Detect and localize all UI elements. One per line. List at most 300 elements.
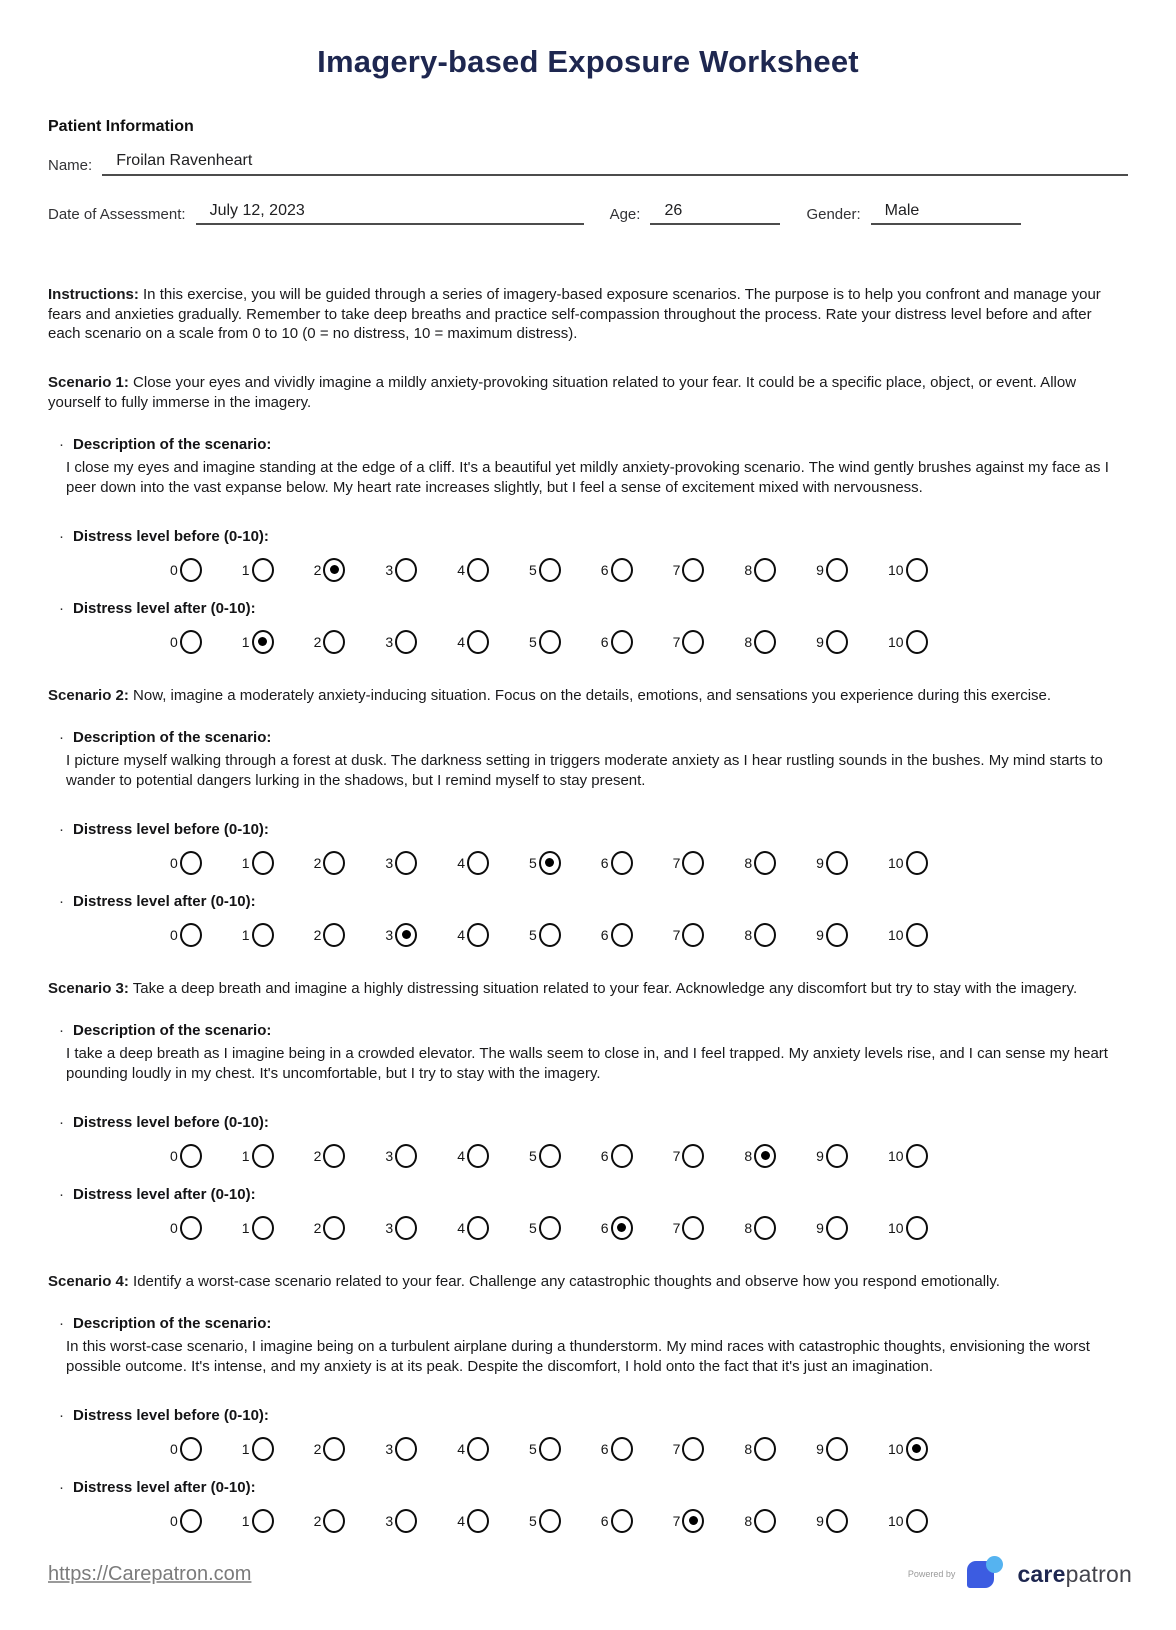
distress-option-3[interactable] <box>385 1437 417 1461</box>
radio-button[interactable] <box>611 1144 633 1168</box>
radio-button[interactable] <box>395 1144 417 1168</box>
radio-button[interactable] <box>611 851 633 875</box>
bullet-icon: · <box>59 820 64 838</box>
radio-button-selected[interactable] <box>611 1216 633 1240</box>
distress-option-1[interactable] <box>242 558 274 582</box>
radio-number-label: 10 <box>887 854 904 871</box>
radio-number-label: 0 <box>170 561 178 578</box>
distress-option-1[interactable] <box>242 1144 274 1168</box>
radio-number-label: 7 <box>672 1219 681 1236</box>
radio-button[interactable] <box>252 851 274 875</box>
radio-number-label: 10 <box>887 561 904 578</box>
distress-option-2[interactable] <box>314 1509 346 1533</box>
radio-number-label: 4 <box>457 561 465 578</box>
radio-number-label: 6 <box>600 1219 609 1236</box>
radio-button[interactable] <box>180 1509 202 1533</box>
scenario-1-before-label-row <box>59 528 1128 545</box>
distress-option-5[interactable] <box>529 1509 561 1533</box>
distress-option-4[interactable] <box>457 558 489 582</box>
radio-button[interactable] <box>754 1437 776 1461</box>
distress-option-1[interactable] <box>242 851 274 875</box>
distress-option-7[interactable] <box>673 630 705 654</box>
distress-option-7[interactable] <box>673 558 705 582</box>
radio-button[interactable] <box>754 923 776 947</box>
radio-button[interactable] <box>826 1437 848 1461</box>
distress-before-label: Distress level before (0-10): <box>73 527 269 545</box>
distress-option-9[interactable] <box>816 630 848 654</box>
radio-number-label: 5 <box>528 854 537 871</box>
radio-number-label: 4 <box>457 1440 465 1457</box>
distress-option-9[interactable] <box>816 1144 848 1168</box>
scenario-4-section <box>48 1272 1128 1536</box>
radio-button[interactable] <box>539 630 561 654</box>
radio-button[interactable] <box>754 558 776 582</box>
radio-button[interactable] <box>252 558 274 582</box>
distress-option-10[interactable] <box>888 1216 928 1240</box>
radio-button[interactable] <box>323 1144 345 1168</box>
distress-option-8[interactable] <box>744 923 776 947</box>
assessment-row <box>48 202 1128 225</box>
distress-option-0[interactable] <box>170 1144 202 1168</box>
radio-button[interactable] <box>682 558 704 582</box>
radio-button[interactable] <box>323 1216 345 1240</box>
scenario-3-heading <box>48 979 1128 999</box>
scenario-2-after-scale <box>170 920 1128 950</box>
instructions-label: Instructions: <box>48 286 139 303</box>
distress-option-3[interactable] <box>385 1144 417 1168</box>
name-field[interactable]: Froilan Ravenheart <box>102 152 1128 176</box>
radio-button[interactable] <box>906 851 928 875</box>
carepatron-wordmark <box>1017 1561 1132 1588</box>
radio-button[interactable] <box>323 1509 345 1533</box>
radio-number-label: 4 <box>457 854 465 871</box>
patient-info-heading: Patient Information <box>48 118 194 135</box>
scenario-1-before-scale <box>170 555 1128 585</box>
distress-option-5[interactable] <box>529 1216 561 1240</box>
radio-number-label: 9 <box>816 633 824 650</box>
radio-button[interactable] <box>180 558 202 582</box>
radio-button[interactable] <box>906 923 928 947</box>
radio-button[interactable] <box>682 630 704 654</box>
radio-button[interactable] <box>395 558 417 582</box>
scenario-2-heading <box>48 686 1128 706</box>
distress-option-3[interactable] <box>385 558 417 582</box>
radio-button-selected[interactable] <box>906 1437 928 1461</box>
distress-option-10[interactable] <box>888 1144 928 1168</box>
radio-number-label: 0 <box>170 1219 178 1236</box>
radio-button[interactable] <box>395 630 417 654</box>
radio-button[interactable] <box>467 630 489 654</box>
distress-option-6[interactable] <box>601 1144 633 1168</box>
distress-option-2[interactable] <box>314 1144 346 1168</box>
radio-button[interactable] <box>467 558 489 582</box>
distress-option-6[interactable] <box>601 630 633 654</box>
radio-number-label: 8 <box>744 1440 753 1457</box>
description-label: Description of the scenario: <box>73 435 272 453</box>
radio-button[interactable] <box>826 1509 848 1533</box>
radio-number-label: 8 <box>744 1147 753 1164</box>
radio-button-selected[interactable] <box>682 1509 704 1533</box>
radio-number-label: 5 <box>528 1440 537 1457</box>
distress-option-8[interactable] <box>744 1509 776 1533</box>
radio-button[interactable] <box>539 1216 561 1240</box>
radio-number-label: 5 <box>528 1512 537 1529</box>
name-row <box>48 152 1128 176</box>
distress-option-2[interactable] <box>314 851 346 875</box>
distress-option-10[interactable] <box>888 1437 928 1461</box>
distress-option-1[interactable] <box>242 1509 274 1533</box>
radio-number-label: 1 <box>241 1440 250 1457</box>
radio-button[interactable] <box>252 923 274 947</box>
distress-option-7[interactable] <box>673 851 705 875</box>
radio-button[interactable] <box>826 851 848 875</box>
distress-option-9[interactable] <box>816 1509 848 1533</box>
gender-label: Gender: <box>806 206 861 223</box>
distress-before-label: Distress level before (0-10): <box>73 1113 269 1131</box>
distress-option-7[interactable] <box>673 1437 705 1461</box>
radio-button[interactable] <box>906 1144 928 1168</box>
radio-button[interactable] <box>682 1144 704 1168</box>
distress-after-label: Distress level after (0-10): <box>73 1185 256 1203</box>
radio-button-selected[interactable] <box>395 923 417 947</box>
radio-number-label: 7 <box>672 1147 681 1164</box>
logo-circle-shape <box>986 1556 1003 1573</box>
radio-button-selected[interactable] <box>252 630 274 654</box>
radio-button[interactable] <box>682 1437 704 1461</box>
radio-number-label: 7 <box>672 633 681 650</box>
radio-button[interactable] <box>754 630 776 654</box>
radio-button[interactable] <box>180 1437 202 1461</box>
radio-number-label: 3 <box>385 1440 394 1457</box>
radio-number-label: 2 <box>313 926 322 943</box>
radio-number-label: 5 <box>528 1219 537 1236</box>
radio-number-label: 3 <box>385 633 394 650</box>
distress-option-2[interactable] <box>314 558 346 582</box>
radio-number-label: 8 <box>744 926 753 943</box>
distress-option-6[interactable] <box>601 1437 633 1461</box>
distress-option-1[interactable] <box>242 630 274 654</box>
distress-option-8[interactable] <box>744 1216 776 1240</box>
age-field[interactable]: 26 <box>650 202 780 225</box>
radio-number-label: 4 <box>457 1147 465 1164</box>
distress-option-10[interactable] <box>888 630 928 654</box>
radio-number-label: 10 <box>887 1147 904 1164</box>
distress-option-1[interactable] <box>242 1216 274 1240</box>
radio-number-label: 7 <box>672 1440 681 1457</box>
distress-option-0[interactable] <box>170 851 202 875</box>
radio-number-label: 2 <box>313 1512 322 1529</box>
radio-number-label: 7 <box>672 854 681 871</box>
distress-option-10[interactable] <box>888 923 928 947</box>
distress-option-8[interactable] <box>744 558 776 582</box>
scenario-2-intro: Now, imagine a moderately anxiety-inducing situation. Focus on the details, emotions, and sensations you experience during this exercise. <box>128 686 1052 704</box>
radio-number-label: 0 <box>170 633 178 650</box>
distress-option-5[interactable] <box>529 1144 561 1168</box>
radio-number-label: 4 <box>457 926 465 943</box>
radio-number-label: 9 <box>816 1512 824 1529</box>
distress-option-4[interactable] <box>457 630 489 654</box>
distress-option-4[interactable] <box>457 1437 489 1461</box>
radio-number-label: 7 <box>672 561 681 578</box>
distress-option-7[interactable] <box>673 1216 705 1240</box>
radio-number-label: 6 <box>600 633 609 650</box>
distress-option-4[interactable] <box>457 851 489 875</box>
distress-option-1[interactable] <box>242 1437 274 1461</box>
radio-button[interactable] <box>754 851 776 875</box>
radio-button[interactable] <box>682 923 704 947</box>
distress-option-3[interactable] <box>385 851 417 875</box>
radio-button[interactable] <box>467 923 489 947</box>
radio-button[interactable] <box>252 1509 274 1533</box>
radio-number-label: 9 <box>816 1440 824 1457</box>
scenario-2-description[interactable]: I picture myself walking through a forest at dusk. The darkness setting in triggers moderate anxiety as I hear rustling sounds in the bushes. My mind starts to wander to potential dangers lurking in the shadows, but I remind myself to stay present. <box>66 751 1103 789</box>
radio-number-label: 3 <box>385 926 394 943</box>
bullet-icon: · <box>59 892 64 910</box>
patient-info-section <box>48 118 1128 225</box>
radio-number-label: 8 <box>744 1219 753 1236</box>
radio-number-label: 6 <box>600 1147 609 1164</box>
radio-button[interactable] <box>395 851 417 875</box>
page-title: Imagery-based Exposure Worksheet <box>317 44 859 79</box>
carepatron-logo-icon <box>967 1556 1009 1592</box>
radio-button[interactable] <box>323 923 345 947</box>
radio-button[interactable] <box>826 1144 848 1168</box>
distress-option-5[interactable] <box>529 923 561 947</box>
distress-option-0[interactable] <box>170 558 202 582</box>
radio-button[interactable] <box>539 1144 561 1168</box>
radio-number-label: 6 <box>600 1512 609 1529</box>
radio-button[interactable] <box>467 1144 489 1168</box>
bullet-icon: · <box>59 1314 64 1332</box>
scenario-4-before-scale <box>170 1434 1128 1464</box>
radio-number-label: 2 <box>313 561 322 578</box>
scenario-3-before-scale <box>170 1141 1128 1171</box>
radio-button[interactable] <box>539 923 561 947</box>
radio-button[interactable] <box>180 851 202 875</box>
instructions-paragraph <box>48 285 1128 344</box>
distress-option-0[interactable] <box>170 1216 202 1240</box>
radio-number-label: 5 <box>528 1147 537 1164</box>
radio-button[interactable] <box>826 1216 848 1240</box>
radio-button[interactable] <box>180 630 202 654</box>
distress-option-2[interactable] <box>314 1437 346 1461</box>
radio-number-label: 0 <box>170 926 178 943</box>
radio-button[interactable] <box>395 1509 417 1533</box>
distress-option-1[interactable] <box>242 923 274 947</box>
description-label: Description of the scenario: <box>73 728 272 746</box>
radio-button[interactable] <box>539 558 561 582</box>
distress-option-3[interactable] <box>385 1216 417 1240</box>
scenario-1-description[interactable]: I close my eyes and imagine standing at the edge of a cliff. It's a beautiful yet mildly anxiety-provoking scenario. The wind gently brushes against my face as I peer down into the vast expanse below. My heart rate increases slightly, but I feel a sense of excitement mixed with nervousness. <box>66 458 1109 496</box>
scenario-3-description[interactable]: I take a deep breath as I imagine being in a crowded elevator. The walls seem to close in, and I feel trapped. My anxiety levels rise, and I can sense my heart pounding loudly in my chest. It's uncomfortable, but I try to stay with the imagery. <box>66 1044 1108 1082</box>
radio-number-label: 10 <box>887 633 904 650</box>
radio-number-label: 7 <box>672 926 681 943</box>
distress-after-label: Distress level after (0-10): <box>73 892 256 910</box>
scenario-2-description-label-row <box>59 729 1128 746</box>
radio-button[interactable] <box>323 1437 345 1461</box>
radio-button[interactable] <box>826 630 848 654</box>
bullet-icon: · <box>59 1185 64 1203</box>
distress-option-8[interactable] <box>744 1437 776 1461</box>
radio-button-selected[interactable] <box>754 1144 776 1168</box>
radio-button[interactable] <box>323 851 345 875</box>
radio-button[interactable] <box>467 851 489 875</box>
bullet-icon: · <box>59 1478 64 1496</box>
radio-number-label: 9 <box>816 926 824 943</box>
radio-button[interactable] <box>180 923 202 947</box>
distress-option-3[interactable] <box>385 923 417 947</box>
radio-button[interactable] <box>467 1437 489 1461</box>
radio-button[interactable] <box>180 1216 202 1240</box>
radio-button[interactable] <box>180 1144 202 1168</box>
radio-number-label: 8 <box>744 854 753 871</box>
radio-number-label: 1 <box>241 1147 250 1164</box>
radio-button[interactable] <box>754 1216 776 1240</box>
radio-number-label: 10 <box>887 1219 904 1236</box>
distress-option-4[interactable] <box>457 1144 489 1168</box>
distress-option-8[interactable] <box>744 630 776 654</box>
scenario-3-after-scale <box>170 1213 1128 1243</box>
distress-option-7[interactable] <box>673 1509 705 1533</box>
carepatron-link[interactable]: https://Carepatron.com <box>48 1562 252 1585</box>
radio-number-label: 3 <box>385 854 394 871</box>
radio-number-label: 1 <box>241 854 250 871</box>
radio-button[interactable] <box>467 1216 489 1240</box>
radio-number-label: 8 <box>744 1512 753 1529</box>
scenario-4-description[interactable]: In this worst-case scenario, I imagine being on a turbulent airplane during a thunderstorm. My mind races with catastrophic thoughts, envisioning the worst possible outcome. It's intense, and my anxiety is at its peak. Despite the discomfort, I hold onto the fact that it's just an imagination. <box>66 1337 1090 1375</box>
radio-number-label: 6 <box>600 854 609 871</box>
gender-field[interactable]: Male <box>871 202 1021 225</box>
distress-option-6[interactable] <box>601 558 633 582</box>
radio-button[interactable] <box>539 1437 561 1461</box>
radio-number-label: 6 <box>600 926 609 943</box>
distress-option-10[interactable] <box>888 851 928 875</box>
distress-option-3[interactable] <box>385 1509 417 1533</box>
scenario-1-intro: Close your eyes and vividly imagine a mildly anxiety-provoking situation related to your fear. It could be a specific place, object, or event. Allow yourself to fully immerse in the imagery. <box>48 373 1077 411</box>
distress-option-6[interactable] <box>601 851 633 875</box>
radio-button[interactable] <box>539 1509 561 1533</box>
distress-option-10[interactable] <box>888 558 928 582</box>
radio-button[interactable] <box>906 1509 928 1533</box>
distress-option-6[interactable] <box>601 1216 633 1240</box>
distress-option-6[interactable] <box>601 1509 633 1533</box>
radio-button[interactable] <box>906 630 928 654</box>
distress-option-4[interactable] <box>457 1216 489 1240</box>
radio-number-label: 2 <box>313 1147 322 1164</box>
radio-button[interactable] <box>754 1509 776 1533</box>
radio-button-selected[interactable] <box>539 851 561 875</box>
radio-button[interactable] <box>395 1437 417 1461</box>
page-footer <box>48 1556 1132 1592</box>
scenario-2-before-label-row <box>59 821 1128 838</box>
distress-option-2[interactable] <box>314 923 346 947</box>
radio-button[interactable] <box>395 1216 417 1240</box>
radio-number-label: 9 <box>816 854 824 871</box>
radio-button[interactable] <box>826 558 848 582</box>
scenario-3-section <box>48 979 1128 1243</box>
age-label: Age: <box>609 206 641 223</box>
radio-number-label: 10 <box>887 1440 904 1457</box>
radio-number-label: 2 <box>313 1219 322 1236</box>
radio-button[interactable] <box>611 1437 633 1461</box>
radio-button-selected[interactable] <box>323 558 345 582</box>
distress-option-4[interactable] <box>457 923 489 947</box>
distress-option-2[interactable] <box>314 1216 346 1240</box>
distress-option-3[interactable] <box>385 630 417 654</box>
radio-number-label: 2 <box>313 633 322 650</box>
distress-option-9[interactable] <box>816 1437 848 1461</box>
distress-option-0[interactable] <box>170 630 202 654</box>
scenario-4-description-label-row <box>59 1315 1128 1332</box>
distress-option-6[interactable] <box>601 923 633 947</box>
distress-option-5[interactable] <box>529 630 561 654</box>
distress-option-7[interactable] <box>673 923 705 947</box>
bullet-icon: · <box>59 435 64 453</box>
radio-button[interactable] <box>611 630 633 654</box>
radio-number-label: 6 <box>600 561 609 578</box>
radio-button[interactable] <box>826 923 848 947</box>
date-of-assessment-field[interactable]: July 12, 2023 <box>196 202 584 225</box>
distress-option-9[interactable] <box>816 558 848 582</box>
scenario-4-heading <box>48 1272 1128 1292</box>
radio-number-label: 1 <box>241 633 250 650</box>
radio-button[interactable] <box>611 923 633 947</box>
instructions-text: In this exercise, you will be guided through a series of imagery-based exposure scenarios. The purpose is to help you confront and manage your fears and anxieties gradually. Remember to take deep breaths and practice self-compassion throughout the process. Rate your distress level before and after each scenario on a scale from 0 to 10 (0 = no distress, 10 = maximum distress). <box>48 286 1101 342</box>
distress-option-5[interactable] <box>529 1437 561 1461</box>
scenario-3-intro: Take a deep breath and imagine a highly distressing situation related to your fear. Acknowledge any discomfort but try to stay with the imagery. <box>128 979 1078 997</box>
distress-option-5[interactable] <box>529 558 561 582</box>
radio-button[interactable] <box>611 558 633 582</box>
distress-option-7[interactable] <box>673 1144 705 1168</box>
distress-option-9[interactable] <box>816 1216 848 1240</box>
distress-option-9[interactable] <box>816 923 848 947</box>
radio-button[interactable] <box>252 1216 274 1240</box>
radio-number-label: 5 <box>528 926 537 943</box>
radio-button[interactable] <box>323 630 345 654</box>
radio-button[interactable] <box>906 558 928 582</box>
distress-option-0[interactable] <box>170 1509 202 1533</box>
radio-number-label: 4 <box>457 633 465 650</box>
radio-button[interactable] <box>682 851 704 875</box>
scenario-3-before-label-row <box>59 1114 1128 1131</box>
radio-number-label: 9 <box>816 1147 824 1164</box>
distress-option-8[interactable] <box>744 1144 776 1168</box>
distress-option-5[interactable] <box>529 851 561 875</box>
radio-button[interactable] <box>252 1437 274 1461</box>
scenario-4-label: Scenario 4: <box>48 1272 129 1290</box>
distress-option-4[interactable] <box>457 1509 489 1533</box>
radio-number-label: 0 <box>170 854 178 871</box>
radio-button[interactable] <box>906 1216 928 1240</box>
distress-option-0[interactable] <box>170 1437 202 1461</box>
radio-button[interactable] <box>611 1509 633 1533</box>
bullet-icon: · <box>59 599 64 617</box>
distress-option-10[interactable] <box>888 1509 928 1533</box>
distress-option-8[interactable] <box>744 851 776 875</box>
radio-button[interactable] <box>682 1216 704 1240</box>
distress-option-9[interactable] <box>816 851 848 875</box>
radio-button[interactable] <box>252 1144 274 1168</box>
scenario-2-label: Scenario 2: <box>48 686 129 704</box>
scenario-1-section <box>48 373 1128 657</box>
scenario-2-section <box>48 686 1128 950</box>
radio-number-label: 1 <box>241 561 250 578</box>
scenario-4-after-label-row <box>59 1479 1128 1496</box>
distress-option-2[interactable] <box>314 630 346 654</box>
distress-option-0[interactable] <box>170 923 202 947</box>
radio-button[interactable] <box>467 1509 489 1533</box>
bullet-icon: · <box>59 1113 64 1131</box>
